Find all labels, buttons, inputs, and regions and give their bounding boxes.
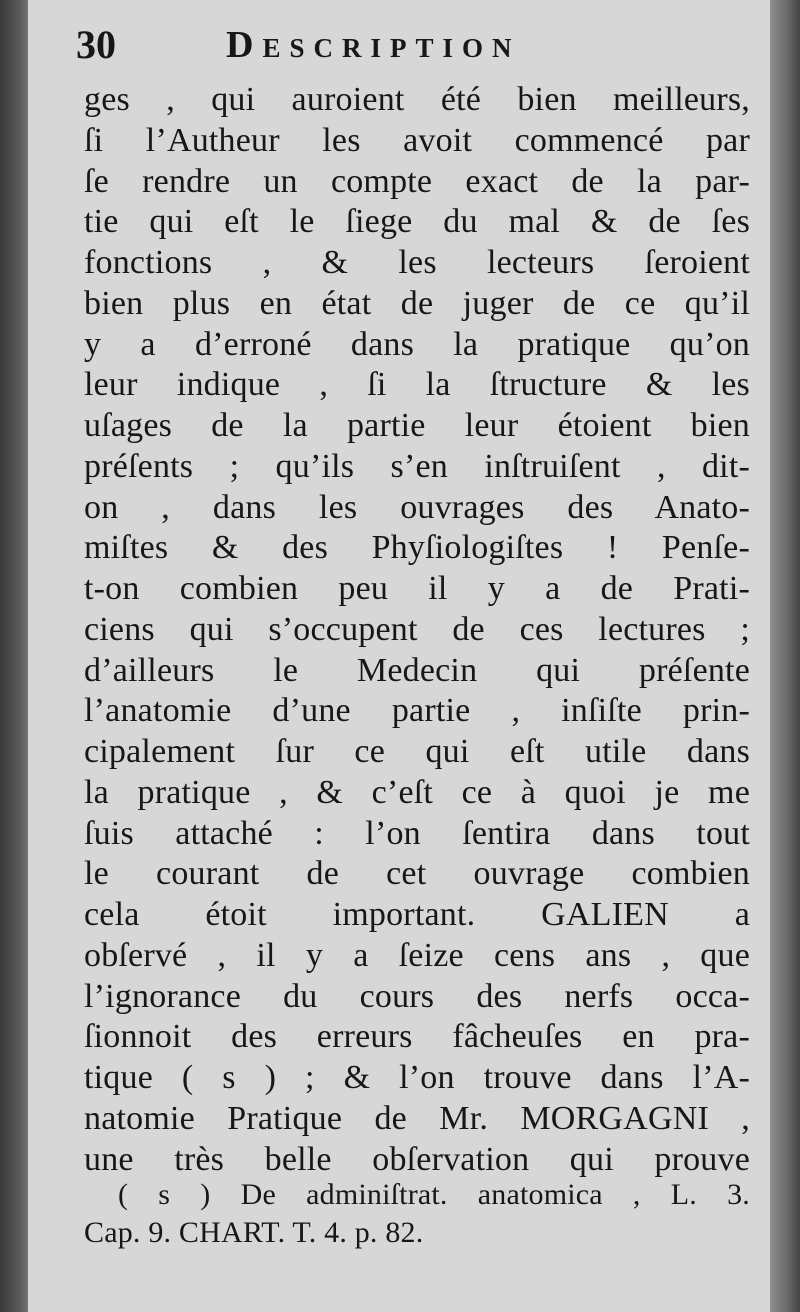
text-line: le courant de cet ouvrage combien [84,855,750,893]
running-head: Description [226,24,521,66]
footnote-line: Cap. 9. CHART. T. 4. p. 82. [84,1216,424,1249]
footnote [84,1176,750,1252]
page-header [76,18,756,72]
text-line: leur indique , ſi la ſtructure & les [84,366,750,404]
text-line: tique ( s ) ; & l’on trouve dans l’A- [84,1059,750,1096]
text-line: on , dans les ouvrages des Anato- [84,488,750,526]
text-line: uſages de la partie leur étoient bien [84,407,750,444]
text-line: y a d’erroné dans la pratique qu’on [84,325,750,363]
text-line: t-on combien peu il y a de Prati- [84,570,750,607]
text-line: fonctions , & les lecteurs ſeroient [84,244,750,281]
text-line: cela étoit important. GALIEN a [84,896,750,933]
text-line: l’anatomie d’une partie , inſiſte prin- [84,692,750,730]
book-page [28,0,770,1312]
text-line: bien plus en état de juger de ce qu’il [84,284,750,322]
text-line: ges , qui auroient été bien meilleurs, [84,81,750,118]
text-line: obſervé , il y a ſeize cens ans , que [84,936,750,974]
text-line: ſuis attaché : l’on ſentira dans tout [84,814,750,852]
footnote-line: ( s ) De adminiſtrat. anatomica , L. 3. [118,1178,750,1211]
text-line: natomie Pratique de Mr. MORGAGNI , [84,1099,750,1137]
text-line: ciens qui s’occupent de ces lectures ; [84,610,750,648]
text-line: tie qui eſt le ſiege du mal & de ſes [84,203,750,241]
text-line: d’ailleurs le Medecin qui préſente [84,651,750,689]
text-line: préſents ; qu’ils s’en inſtruiſent , dit- [84,447,750,485]
text-line: l’ignorance du cours des nerfs occa- [84,977,750,1015]
text-line: ſi l’Autheur les avoit commencé par [84,121,750,159]
body-text [84,80,750,1180]
text-line: miſtes & des Phyſiologiſtes ! Penſe- [84,529,750,567]
text-line: ſe rendre un compte exact de la par- [84,162,750,200]
text-line: la pratique , & c’eſt ce à quoi je me [84,773,750,811]
page-number: 30 [76,22,116,67]
text-line: une très belle obſervation qui prouve [84,1140,750,1178]
text-line: ſionnoit des erreurs fâcheuſes en pra- [84,1018,750,1056]
text-line: cipalement ſur ce qui eſt utile dans [84,733,750,770]
